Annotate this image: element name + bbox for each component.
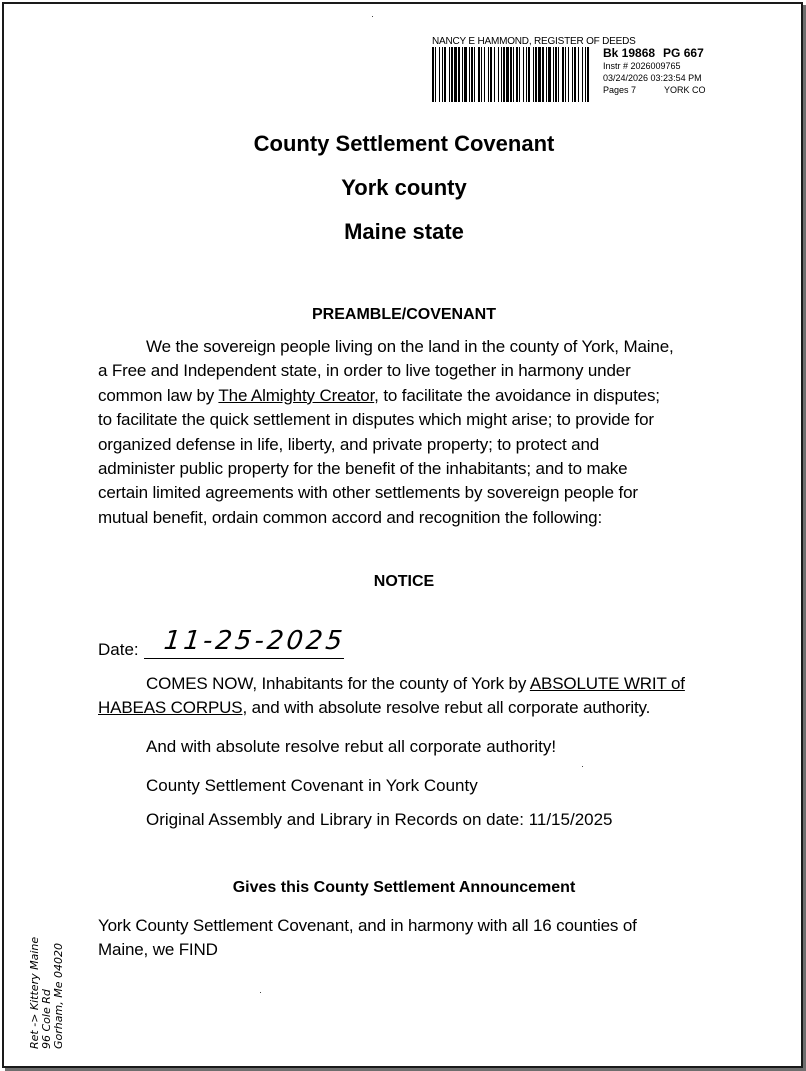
barcode-bar — [535, 47, 537, 102]
barcode-bar — [471, 47, 473, 102]
book-page-stamp — [603, 46, 704, 60]
barcode-bar — [478, 47, 480, 102]
covenant-statement: County Settlement Covenant in York County — [146, 776, 478, 795]
assembly-statement: Original Assembly and Library in Records on date: 11/15/2025 — [146, 810, 613, 829]
barcode-bar — [484, 47, 485, 102]
barcode-bar — [558, 47, 559, 102]
barcode-bar — [565, 47, 566, 102]
barcode-bar — [469, 47, 470, 102]
barcode-bar — [574, 47, 576, 102]
preamble-line: to facilitate the quick settlement in disputes which might arise; to provide for — [98, 410, 654, 430]
handwritten-date: 11-25-2025 — [162, 626, 347, 656]
barcode-bar — [568, 47, 569, 102]
page-number: PG 667 — [663, 46, 704, 60]
barcode-bar — [528, 47, 530, 102]
scan-speck — [582, 766, 583, 767]
preamble-heading: PREAMBLE/COVENANT — [311, 306, 496, 323]
register-of-deeds: NANCY E HAMMOND, REGISTER OF DEEDS — [432, 36, 636, 47]
date-signature-line — [144, 658, 344, 659]
preamble-line: administer public property for the benefit of the inhabitants; and to make — [98, 459, 628, 479]
handwritten-return-address — [29, 849, 99, 1049]
barcode-bar — [587, 47, 589, 102]
barcode-bar — [444, 47, 446, 102]
barcode-bar — [510, 47, 512, 102]
barcode-bar — [519, 47, 520, 102]
comes-text: , and with absolute resolve rebut all corporate authority. — [242, 698, 651, 718]
habeas-reference: HABEAS CORPUS — [98, 698, 243, 718]
comes-now-paragraph — [98, 672, 685, 721]
return-line: 96 Cole Rd — [40, 989, 53, 1049]
barcode-bar — [572, 47, 573, 102]
document-page — [2, 2, 803, 1068]
barcode-bar — [538, 47, 541, 102]
barcode-bar — [578, 47, 579, 102]
preamble-line: organized defense in life, liberty, and private property; to protect and — [98, 434, 600, 454]
barcode-bar — [439, 47, 440, 102]
barcode-bar — [526, 47, 527, 102]
preamble-line: mutual benefit, ordain common accord and recognition the following: — [98, 507, 603, 527]
barcode-bar — [488, 47, 489, 102]
scan-speck — [260, 992, 261, 993]
instrument-number: Instr # 2026009765 — [603, 61, 681, 71]
barcode-bar — [562, 47, 564, 102]
preamble-line: certain limited agreements with other settlements by sovereign people for — [98, 483, 638, 503]
preamble-paragraph — [98, 335, 674, 530]
preamble-text: , to facilitate the avoidance in disputes; — [374, 385, 660, 405]
barcode-bar — [501, 47, 502, 102]
barcode-bar — [474, 47, 475, 102]
creator-reference: The Almighty Creator — [218, 385, 375, 405]
barcode-bar — [553, 47, 554, 102]
writ-reference: ABSOLUTE WRIT of — [529, 674, 685, 693]
book-number: Bk 19868 — [603, 46, 656, 60]
barcode-bar — [490, 47, 492, 102]
comes-line — [98, 696, 685, 720]
barcode-bar — [494, 47, 495, 102]
recording-county: YORK CO — [664, 85, 706, 95]
barcode-bar — [542, 47, 544, 102]
preamble-line — [98, 384, 674, 408]
barcode-bar — [516, 47, 518, 102]
announcement-line: York County Settlement Covenant, and in harmony with all 16 counties of — [98, 916, 637, 935]
barcode — [432, 47, 590, 102]
date-label: Date: — [98, 640, 139, 659]
barcode-bar — [533, 47, 534, 102]
barcode-bar — [582, 47, 583, 102]
barcode-bar — [506, 47, 509, 102]
announcement-paragraph — [98, 914, 637, 963]
county-subtitle: York county — [341, 175, 467, 200]
barcode-bar — [546, 47, 547, 102]
return-line: Gorham, Me 04020 — [52, 943, 65, 1049]
barcode-bar — [432, 47, 434, 102]
preamble-text: common law by — [98, 385, 219, 405]
barcode-bar — [481, 47, 482, 102]
return-line: Ret -> Kittery Maine — [28, 936, 41, 1049]
rebut-statement: And with absolute resolve rebut all corporate authority! — [146, 737, 557, 756]
pages-count: Pages 7 — [603, 85, 637, 95]
barcode-bar — [449, 47, 450, 102]
barcode-bar — [548, 47, 551, 102]
announcement-heading: Gives this County Settlement Announcement — [232, 879, 576, 896]
pages-county — [603, 85, 706, 95]
barcode-bar — [523, 47, 524, 102]
comes-line — [98, 672, 685, 696]
barcode-bar — [435, 47, 436, 102]
preamble-line: a Free and Independent state, in order to live together in harmony under — [98, 361, 631, 381]
notice-heading: NOTICE — [373, 573, 435, 590]
barcode-bar — [462, 47, 463, 102]
scan-speck — [372, 16, 373, 17]
barcode-bar — [555, 47, 557, 102]
state-subtitle: Maine state — [344, 219, 464, 244]
barcode-bar — [454, 47, 457, 102]
barcode-bar — [458, 47, 460, 102]
barcode-bar — [513, 47, 514, 102]
document-title: County Settlement Covenant — [253, 131, 555, 156]
announcement-line: Maine, we FIND — [98, 940, 218, 960]
barcode-bar — [585, 47, 586, 102]
barcode-bar — [451, 47, 453, 102]
barcode-bar — [442, 47, 443, 102]
preamble-line: We the sovereign people living on the land in the county of York, Maine, — [146, 337, 674, 356]
recording-datetime: 03/24/2026 03:23:54 PM — [603, 73, 702, 83]
barcode-bar — [464, 47, 467, 102]
barcode-bar — [498, 47, 499, 102]
barcode-bar — [503, 47, 505, 102]
comes-text: COMES NOW, Inhabitants for the county of York by — [146, 674, 530, 693]
